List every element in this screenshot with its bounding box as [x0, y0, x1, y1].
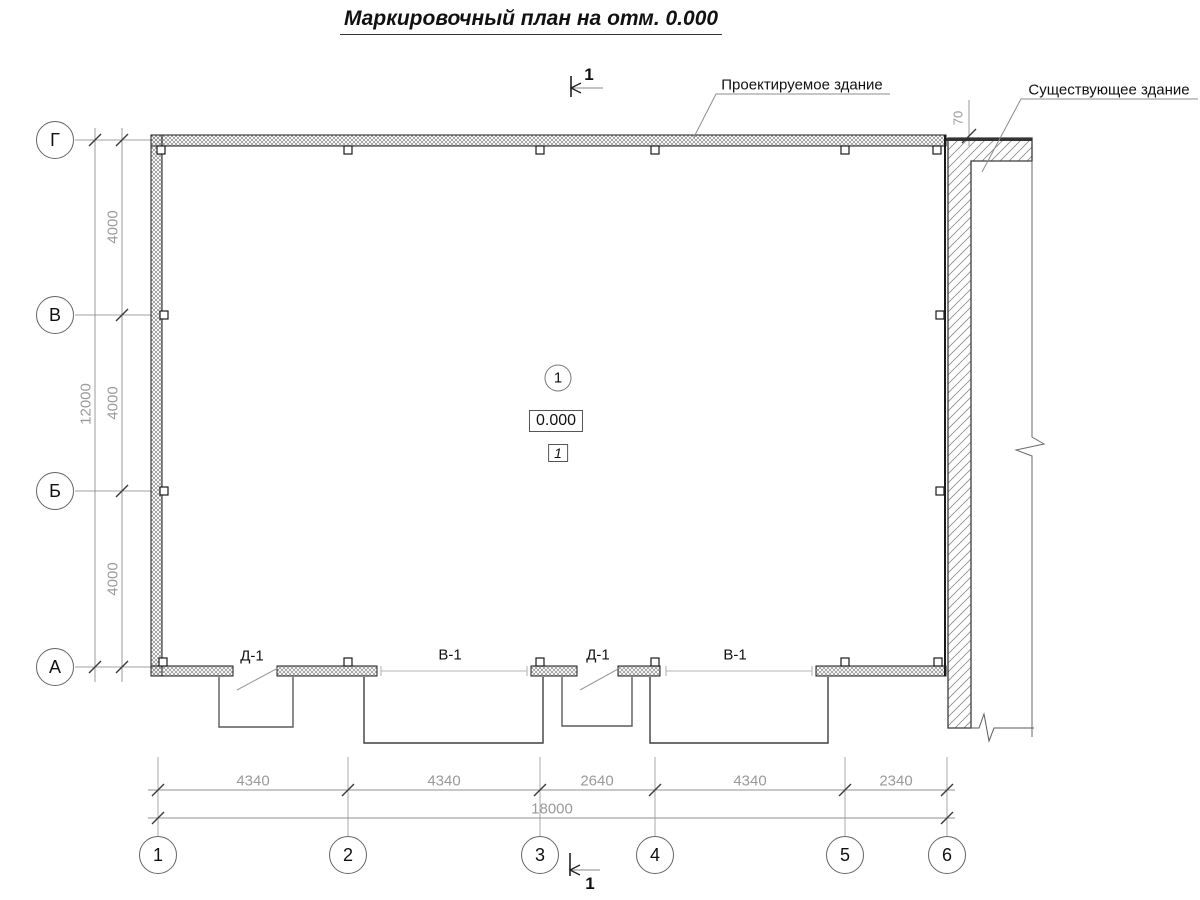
axis-label-5: 5 — [839, 844, 850, 865]
axis-label-2: 2 — [342, 844, 353, 865]
dim-4340-2: 4340 — [427, 772, 461, 790]
opening-label-v1-right: В-1 — [723, 646, 747, 664]
dim-4000-top: 4000 — [104, 210, 122, 244]
axis-bubble-col-3 — [521, 836, 559, 874]
columns — [157, 146, 944, 666]
dim-2640: 2640 — [580, 772, 614, 790]
existing-building-label: Существующее здание — [1028, 81, 1190, 99]
axis-bubble-row-b — [36, 472, 74, 510]
designed-building-label: Проектируемое здание — [721, 76, 883, 94]
section-marks — [570, 76, 603, 876]
axis-label-4: 4 — [649, 844, 660, 865]
axis-label-3: 3 — [534, 844, 545, 865]
axis-bubble-col-1 — [139, 836, 177, 874]
dim-4000-mid: 4000 — [104, 386, 122, 420]
axis-bubble-col-4 — [636, 836, 674, 874]
axis-bubble-row-g — [36, 121, 74, 159]
dim-4000-bottom: 4000 — [104, 562, 122, 596]
existing-building — [946, 138, 1044, 741]
dim-18000-total: 18000 — [531, 800, 573, 818]
gap-dimension-70: 70 — [950, 110, 966, 126]
axis-bubble-col-6 — [928, 836, 966, 874]
axis-bubble-col-5 — [826, 836, 864, 874]
dim-2340: 2340 — [879, 772, 913, 790]
dim-4340-3: 4340 — [733, 772, 767, 790]
axis-label-b: Б — [49, 480, 61, 501]
dimension-ticks — [89, 129, 976, 824]
opening-label-d1-left: Д-1 — [240, 647, 264, 665]
axis-bubble-row-a — [36, 648, 74, 686]
section-label-bottom: 1 — [585, 874, 595, 893]
doors-and-gates — [219, 666, 828, 743]
dim-4340-1: 4340 — [236, 772, 270, 790]
axis-label-v: В — [48, 304, 61, 325]
axis-label-1: 1 — [152, 844, 163, 865]
room-number: 1 — [553, 369, 563, 387]
opening-label-v1-left: В-1 — [438, 646, 462, 664]
room-number-bubble — [545, 365, 572, 392]
axis-bubble-row-v — [36, 296, 74, 334]
dimension-lines — [95, 100, 969, 818]
dim-12000-total: 12000 — [77, 383, 95, 425]
section-label-top: 1 — [584, 65, 594, 84]
zone-box: 1 — [548, 444, 568, 462]
axis-bubble-col-2 — [329, 836, 367, 874]
axis-label-6: 6 — [941, 844, 952, 865]
axis-label-g: Г — [50, 129, 60, 150]
elevation-box: 0.000 — [529, 410, 583, 432]
grid-axis-lines — [75, 140, 947, 836]
drawing-title: Маркировочный план на отм. 0.000 — [340, 7, 722, 35]
walls — [151, 135, 946, 676]
opening-label-d1-right: Д-1 — [586, 646, 610, 664]
axis-label-a: А — [48, 656, 61, 677]
